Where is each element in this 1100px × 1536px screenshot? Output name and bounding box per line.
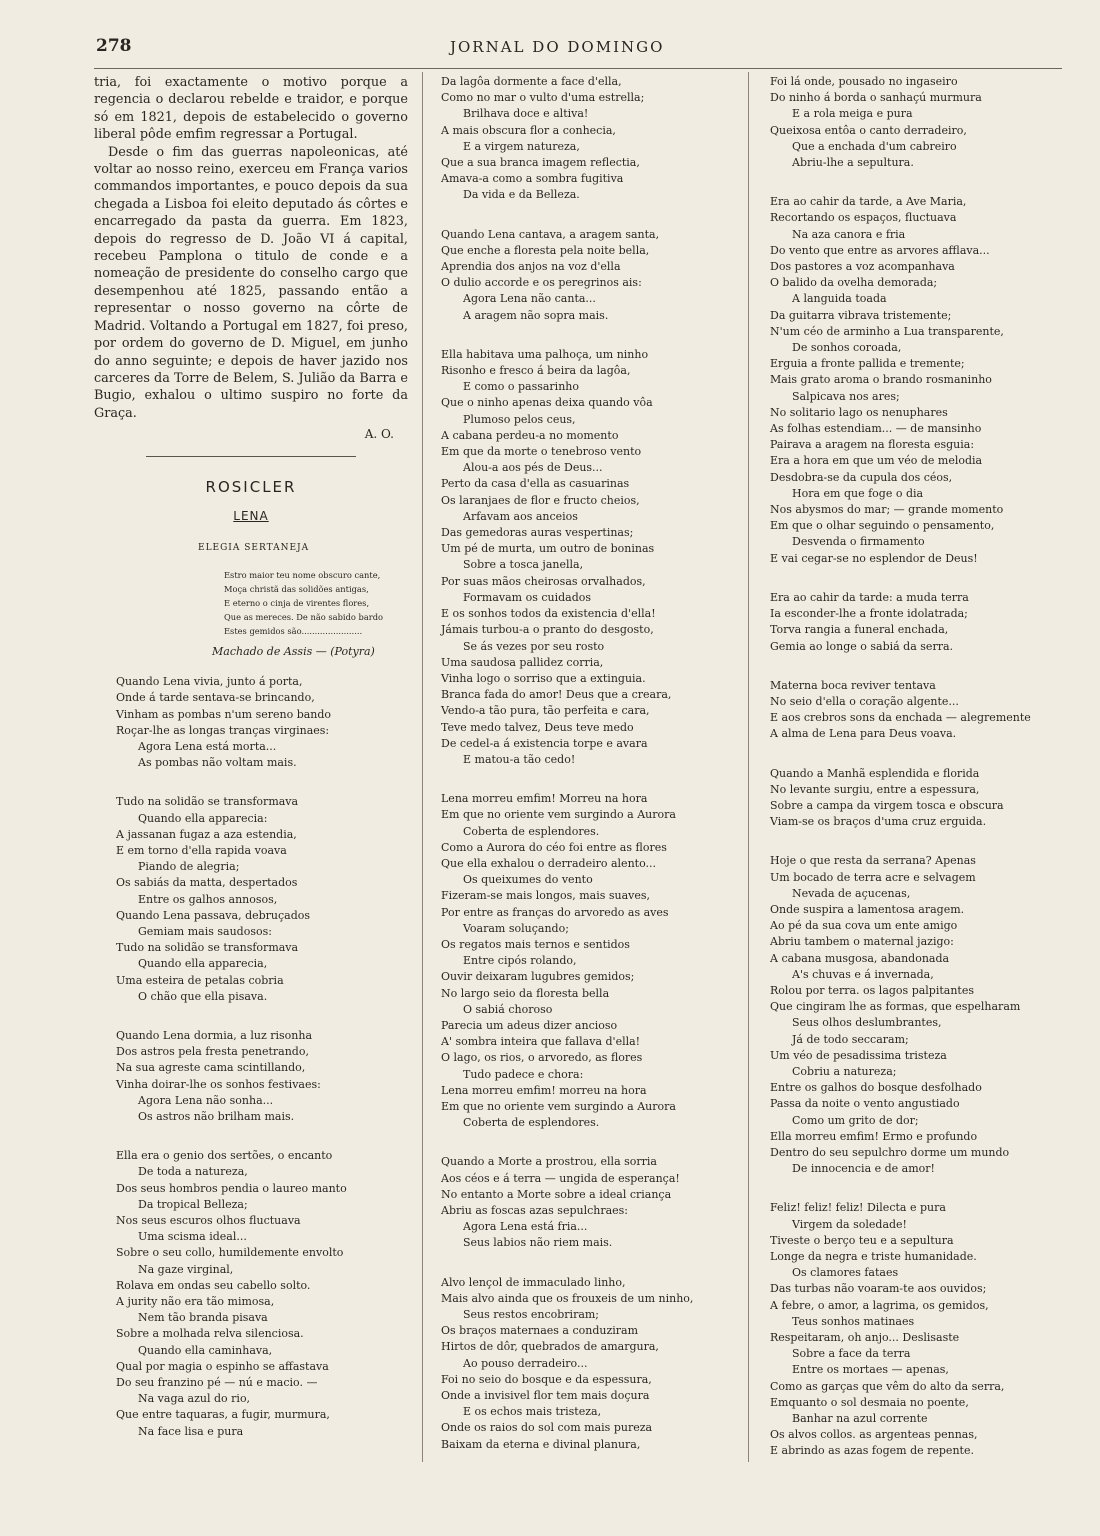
column-left bbox=[94, 74, 408, 1463]
poem-line: Quando a Morte a prostrou, ella sorria bbox=[441, 1155, 657, 1169]
poem-line: Voaram soluçando; bbox=[463, 921, 569, 935]
poem-line: Os clamores fataes bbox=[792, 1266, 899, 1280]
poem-line: Que a enchada d'um cabreiro bbox=[792, 139, 957, 153]
poem-line: Gemia ao longe o sabiá da serra. bbox=[770, 639, 954, 653]
poem-line: Da lagôa dormente a face d'ella, bbox=[441, 75, 622, 88]
poem-genre: ELEGIA SERTANEJA bbox=[198, 542, 310, 553]
poem-line: Vinham as pombas n'um sereno bando bbox=[116, 707, 332, 721]
poem-subtitle: LENA bbox=[233, 508, 269, 523]
poem-line: A's chuvas e á invernada, bbox=[792, 967, 934, 981]
poem-line: Sobre a campa da virgem tosca e obscura bbox=[770, 798, 1004, 812]
poem-line: Seus labios não riem mais. bbox=[463, 1236, 613, 1250]
journal-title: JORNAL DO DOMINGO bbox=[450, 38, 665, 56]
poem-line: Nem tão branda pisava bbox=[138, 1311, 268, 1325]
poem-line: Sobre a tosca janella, bbox=[463, 558, 584, 572]
epigraph-line: Moça christã das solidões antigas, bbox=[224, 583, 369, 594]
poem-line: Lena morreu emfim! Morreu na hora bbox=[441, 792, 648, 806]
poem-line: O lago, os rios, o arvoredo, as flores bbox=[441, 1051, 643, 1065]
poem-line: A alma de Lena para Deus voava. bbox=[770, 727, 957, 741]
poem-line: O balido da ovelha demorada; bbox=[770, 276, 938, 290]
poem-line: O chão que ella pisava. bbox=[138, 989, 268, 1003]
poem-line: Um véo de pesadissima tristeza bbox=[770, 1048, 947, 1062]
poem-line: Teve medo talvez, Deus teve medo bbox=[441, 720, 634, 734]
poem-line: Recortando os espaços, fluctuava bbox=[770, 211, 957, 225]
column-middle bbox=[441, 74, 733, 1476]
poem-line: Lena morreu emfim! morreu na hora bbox=[441, 1083, 647, 1097]
poem-line: A jurity não era tão mimosa, bbox=[116, 1295, 275, 1309]
poem-line: Salpicava nos ares; bbox=[792, 389, 900, 403]
poem-line: Era ao cahir da tarde, a Ave Maria, bbox=[770, 195, 967, 209]
poem-line: Coberta de esplendores. bbox=[463, 824, 600, 838]
poem-line: Quando Lena vivia, junto á porta, bbox=[116, 675, 303, 689]
poem-line: Plumoso pelos ceus, bbox=[463, 412, 576, 426]
poem-stanza bbox=[770, 678, 1062, 743]
poem-line: Quando a Manhã esplendida e florida bbox=[770, 766, 980, 780]
poem-line: A aragem não sopra mais. bbox=[463, 308, 609, 322]
poem-line: Como as garças que vêm do alto da serra, bbox=[770, 1379, 1005, 1393]
column-divider bbox=[422, 72, 423, 1462]
poem-line: Da guitarra vibrava tristemente; bbox=[770, 308, 952, 322]
poem-line: Quando ella caminhava, bbox=[138, 1343, 273, 1357]
poem-line: Por suas mãos cheirosas orvalhados, bbox=[441, 574, 646, 588]
poem-line: Aos céos e á terra — ungida de esperança! bbox=[441, 1171, 680, 1185]
poem-line: Em que no oriente vem surgindo a Aurora bbox=[441, 1099, 676, 1113]
poem-line: Abriu tambem o maternal jazigo: bbox=[770, 935, 954, 949]
poem-line: Feliz! feliz! feliz! Dilecta e pura bbox=[770, 1201, 946, 1215]
poem-line: Sobre a molhada relva silenciosa. bbox=[116, 1327, 304, 1341]
poem-line: Os laranjaes de flor e fructo cheios, bbox=[441, 493, 640, 507]
poem-line: Entre os galhos do bosque desfolhado bbox=[770, 1081, 982, 1095]
poem-line: Arfavam aos anceios bbox=[463, 509, 578, 523]
poem-line: Os astros não brilham mais. bbox=[138, 1110, 295, 1124]
poem-line: Parecia um adeus dizer ancioso bbox=[441, 1018, 618, 1032]
poem-line: Uma saudosa pallidez corria, bbox=[441, 655, 604, 669]
poem-line: Entre os galhos annosos, bbox=[138, 892, 278, 906]
poem-line: Na vaga azul do rio, bbox=[138, 1392, 251, 1406]
poem-line: E vai cegar-se no esplendor de Deus! bbox=[770, 551, 978, 565]
poem-line: Roçar-lhe as longas tranças virginaes: bbox=[116, 723, 330, 737]
poem-line: As folhas estendiam... — de mansinho bbox=[770, 422, 982, 436]
epigraph-line: E eterno o cinja de virentes flores, bbox=[224, 597, 370, 608]
poem-line: Agora Lena está fria... bbox=[463, 1220, 588, 1234]
poem-line: Como um grito de dor; bbox=[792, 1113, 919, 1127]
poem-line: Seus restos encobriram; bbox=[463, 1308, 600, 1322]
page-number: 278 bbox=[96, 36, 132, 56]
poem-stanza bbox=[116, 1148, 408, 1440]
poem-line: Das gemedoras auras vespertinas; bbox=[441, 526, 634, 540]
poem-line: Como no mar o vulto d'uma estrella; bbox=[441, 91, 645, 105]
poem-line: E aos crebros sons da enchada — alegremente bbox=[770, 711, 1031, 725]
poem-line: Quando Lena dormia, a luz risonha bbox=[116, 1029, 313, 1042]
poem-line: A febre, o amor, a lagrima, os gemidos, bbox=[770, 1298, 989, 1312]
poem-line: Passa da noite o vento angustiado bbox=[770, 1097, 960, 1111]
poem-line: A languida toada bbox=[792, 292, 887, 306]
poem-line: Coberta de esplendores. bbox=[463, 1116, 600, 1130]
poem-line: Emquanto o sol desmaia no poente, bbox=[770, 1395, 969, 1409]
poem-line: Que o ninho apenas deixa quando vôa bbox=[441, 396, 653, 410]
poem-line: Foi no seio do bosque e da espessura, bbox=[441, 1372, 652, 1386]
poem-line: Em que o olhar seguindo o pensamento, bbox=[770, 519, 995, 533]
poem-line: Vinha doirar-lhe os sonhos festivaes: bbox=[116, 1077, 321, 1091]
prose-paragraph: Desde o fim das guerras napoleonicas, até voltar ao nosso reino, exerceu em França varios commandos importantes, e pouco depois da sua chegada a Lisboa foi eleito deputado ás côrtes e encarregado da pasta da guerra. Em 1823, depois do regresso de D. João VI á capital, recebeu Pamplona o titulo de conde e a nomeação de presidente do conselho cargo que desempenhou até 1825, passando então a representar o nosso governo na côrte de Madrid. Voltando a Portugal em 1827, foi preso, por ordem do governo de D. Miguel, em junho do anno seguinte; e depois de haver jazido nos carceres da Torre de Belem, S. Julião da Barra e Bugio, exhalou o ultimo suspiro no forte da Graça. bbox=[94, 144, 408, 421]
poem-stanza bbox=[770, 1200, 1062, 1459]
poem-line: Era a hora em que um véo de melodia bbox=[770, 454, 983, 468]
article-prose bbox=[94, 74, 408, 442]
poem-line: Uma scisma ideal... bbox=[138, 1230, 247, 1244]
poem-line: Quando Lena passava, debruçados bbox=[116, 908, 311, 922]
poem-line: Queixosa entôa o canto derradeiro, bbox=[770, 123, 967, 137]
poem-line: Como a Aurora do céo foi entre as flores bbox=[441, 840, 667, 854]
poem-line: Agora Lena não sonha... bbox=[138, 1093, 274, 1107]
poem-line: Os braços maternaes a conduziram bbox=[441, 1324, 639, 1338]
poem-line: O sabiá choroso bbox=[463, 1002, 553, 1016]
poem-line: A cabana musgosa, abandonada bbox=[770, 951, 950, 965]
poem-line: Os sabiás da matta, despertados bbox=[116, 876, 298, 890]
poem-stanza bbox=[441, 1154, 733, 1251]
poem-line: Tudo padece e chora: bbox=[463, 1067, 584, 1081]
poem-line: Branca fada do amor! Deus que a creara, bbox=[441, 688, 672, 702]
poem-line: Já de todo seccaram; bbox=[792, 1032, 909, 1046]
poem-line: Ella era o genio dos sertões, o encanto bbox=[116, 1149, 333, 1163]
poem-line: Perto da casa d'ella as casuarinas bbox=[441, 477, 630, 491]
poem-line: De innocencia e de amor! bbox=[792, 1162, 935, 1176]
poem-title: ROSICLER bbox=[205, 478, 297, 497]
poem-line: Um bocado de terra acre e selvagem bbox=[770, 870, 976, 884]
poem-line: Do seu franzino pé — nú e macio. — bbox=[116, 1376, 318, 1390]
epigraph-attribution: Machado de Assis — (Potyra) bbox=[212, 644, 375, 658]
poem-line: Baixam da eterna e divinal planura, bbox=[441, 1437, 641, 1451]
poem-line: Torva rangia a funeral enchada, bbox=[770, 623, 949, 637]
poem-line: Tudo na solidão se transformava bbox=[116, 795, 299, 809]
poem-line: Ao pouso derradeiro... bbox=[463, 1356, 588, 1370]
poem-line: E a rola meiga e pura bbox=[792, 107, 913, 121]
poem-line: Abriu as foscas azas sepulchraes: bbox=[441, 1204, 629, 1217]
prose-paragraph: tria, foi exactamente o motivo porque a regencia o declarou rebelde e traidor, e porque só em 1821, depois de estabelecido o governo liberal pôde emfim regressar a Portugal. bbox=[94, 75, 408, 143]
poem-line: Onde os raios do sol com mais pureza bbox=[441, 1421, 653, 1435]
poem-line: Seus olhos deslumbrantes, bbox=[792, 1016, 942, 1030]
poem-line: Desdobra-se da cupula dos céos, bbox=[770, 470, 953, 484]
poem-line: Hirtos de dôr, quebrados de amargura, bbox=[441, 1340, 659, 1354]
poem-line: Um pé de murta, um outro de boninas bbox=[441, 542, 655, 556]
poem-line: No levante surgiu, entre a espessura, bbox=[770, 782, 980, 796]
poem-line: Ao pé da sua cova um ente amigo bbox=[770, 919, 958, 933]
column-right bbox=[770, 74, 1062, 1483]
poem-line: Vinha logo o sorriso que a extinguia. bbox=[441, 671, 646, 685]
poem-line: Que cingiram lhe as formas, que espelharam bbox=[770, 1000, 1021, 1014]
poem-stanza bbox=[770, 194, 1062, 567]
poem-line: Que ella exhalou o derradeiro alento... bbox=[441, 856, 656, 870]
poem-line: Longe da negra e triste humanidade. bbox=[770, 1250, 977, 1263]
poem-line: Foi lá onde, pousado no ingaseiro bbox=[770, 75, 958, 88]
poem-stanza bbox=[116, 1028, 408, 1125]
poem-line: Rolava em ondas seu cabello solto. bbox=[116, 1278, 311, 1292]
poem-line: A' sombra inteira que fallava d'ella! bbox=[441, 1035, 641, 1049]
poem-stanza bbox=[770, 766, 1062, 831]
poem-line: Tiveste o berço teu e a sepultura bbox=[770, 1233, 954, 1247]
poem-line: De cedel-a á existencia torpe e avara bbox=[441, 736, 648, 750]
epigraph-line: Estro maior teu nome obscuro cante, bbox=[224, 569, 381, 580]
poem-line: Os queixumes do vento bbox=[463, 873, 593, 887]
poem-line: Uma esteira de petalas cobria bbox=[116, 973, 284, 987]
poem-line: Agora Lena está morta... bbox=[138, 739, 277, 753]
poem-line: Teus sonhos matinaes bbox=[792, 1314, 915, 1328]
poem-line: Erguia a fronte pallida e tremente; bbox=[770, 357, 965, 371]
poem-line: Quando ella apparecia, bbox=[138, 957, 268, 971]
poem-line: A mais obscura flor a conhecia, bbox=[441, 123, 616, 137]
poem-line: Alou-a aos pés de Deus... bbox=[463, 461, 603, 475]
poem-line: Entre os mortaes — apenas, bbox=[792, 1363, 949, 1377]
poem-line: E abrindo as azas fogem de repente. bbox=[770, 1444, 974, 1458]
poem-line: No entanto a Morte sobre a ideal criança bbox=[441, 1187, 672, 1201]
poem-line: Sobre a face da terra bbox=[792, 1347, 911, 1361]
page-header bbox=[94, 36, 1062, 69]
poem-line: A cabana perdeu-a no momento bbox=[441, 428, 619, 442]
poem-line: Hora em que foge o dia bbox=[792, 486, 924, 500]
poem-stanza bbox=[770, 590, 1062, 655]
poem-line: No seio d'ella o coração algente... bbox=[770, 694, 959, 708]
poem-line: Jámais turbou-a o pranto do desgosto, bbox=[441, 623, 654, 637]
poem-line: Piando de alegria; bbox=[138, 860, 240, 874]
poem-line: A jassanan fugaz a aza estendia, bbox=[116, 827, 297, 841]
poem-line: E matou-a tão cedo! bbox=[463, 752, 576, 766]
poem-line: Amava-a como a sombra fugitiva bbox=[441, 172, 624, 186]
poem-line: De toda a natureza, bbox=[138, 1165, 248, 1179]
poem-line: Ella habitava uma palhoça, um ninho bbox=[441, 347, 649, 361]
poem-line: Abriu-lhe a sepultura. bbox=[792, 156, 914, 170]
poem-stanza bbox=[770, 853, 1062, 1177]
epigraph-line: Que as mereces. De não sabido bardo bbox=[224, 611, 384, 622]
poem-line: Em que da morte o tenebroso vento bbox=[441, 445, 642, 459]
poem-line: De sonhos coroada, bbox=[792, 341, 902, 355]
poem-line: Era ao cahir da tarde: a muda terra bbox=[770, 590, 969, 604]
poem-line: Se ás vezes por seu rosto bbox=[463, 639, 605, 653]
poem-line: Nevada de açucenas, bbox=[792, 886, 911, 900]
poem-line: Onde a invisivel flor tem mais doçura bbox=[441, 1389, 650, 1403]
poem-line: Tudo na solidão se transformava bbox=[116, 941, 299, 955]
poem-line: Que entre taquaras, a fugir, murmura, bbox=[116, 1408, 330, 1422]
poem-line: Mais grato aroma o brando rosmaninho bbox=[770, 373, 992, 387]
poem-line: Sobre o seu collo, humildemente envolto bbox=[116, 1246, 344, 1260]
poem-line: Dentro do seu sepulchro dorme um mundo bbox=[770, 1145, 1010, 1159]
poem-line: Agora Lena não canta... bbox=[463, 292, 596, 306]
poem-line: Respeitaram, oh anjo... Deslisaste bbox=[770, 1331, 960, 1345]
poem-line: Formavam os cuidados bbox=[463, 590, 592, 604]
poem-line: Mais alvo ainda que os frouxeis de um ninho, bbox=[441, 1291, 694, 1305]
poem-stanza bbox=[441, 74, 733, 204]
poem-line: Rolou por terra. os lagos palpitantes bbox=[770, 983, 975, 997]
poem-line: Pairava a aragem na floresta esguia: bbox=[770, 438, 975, 452]
poem-line: Ia esconder-lhe a fronte idolatrada; bbox=[770, 607, 968, 621]
poem-line: Alvo lençol de immaculado linho, bbox=[441, 1275, 626, 1289]
poem-stanza bbox=[441, 1275, 733, 1453]
poem-line: Materna boca reviver tentava bbox=[770, 678, 936, 692]
poem-line: E a virgem natureza, bbox=[463, 139, 580, 153]
poem-line: Viam-se os braços d'uma cruz erguida. bbox=[770, 815, 987, 829]
poem-line: Onde suspira a lamentosa aragem. bbox=[770, 902, 965, 916]
poem-line: Da vida e da Belleza. bbox=[463, 188, 580, 202]
poem-line: Na face lisa e pura bbox=[138, 1424, 244, 1438]
poem-line: Brilhava doce e altiva! bbox=[463, 107, 589, 121]
poem-stanza bbox=[441, 347, 733, 768]
poem-line: Quando Lena cantava, a aragem santa, bbox=[441, 227, 660, 241]
epigraph bbox=[224, 568, 408, 638]
poem-line: Os alvos collos. as argenteas pennas, bbox=[770, 1428, 978, 1442]
poem-line: Banhar na azul corrente bbox=[792, 1412, 928, 1426]
poem-line: E como o passarinho bbox=[463, 380, 579, 394]
poem-line: Gemiam mais saudosos: bbox=[138, 924, 272, 938]
poem-line: Do ninho á borda o sanhaçú murmura bbox=[770, 91, 982, 105]
poem-line: Em que no oriente vem surgindo a Aurora bbox=[441, 808, 676, 822]
poem-line: Qual por magia o espinho se affastava bbox=[116, 1359, 329, 1373]
poem-line: Vendo-a tão pura, tão perfeita e cara, bbox=[441, 704, 650, 718]
poem-line: Na gaze virginal, bbox=[138, 1262, 234, 1276]
poem-line: Aprendia dos anjos na voz d'ella bbox=[441, 260, 621, 274]
poem-line: Das turbas não voaram-te aos ouvidos; bbox=[770, 1282, 987, 1296]
poem-line: Ouvir deixaram lugubres gemidos; bbox=[441, 970, 635, 984]
poem-line: E em torno d'ella rapida voava bbox=[116, 843, 287, 857]
poem-line: O dulio accorde e os peregrinos ais: bbox=[441, 276, 642, 290]
poem-line: Que enche a floresta pela noite bella, bbox=[441, 243, 650, 257]
poem-line: No solitario lago os nenuphares bbox=[770, 405, 948, 419]
poem-line: Na sua agreste cama scintillando, bbox=[116, 1061, 306, 1075]
poem-line: Que a sua branca imagem reflectia, bbox=[441, 156, 640, 170]
poem-stanza bbox=[116, 674, 408, 771]
poem-line: Cobriu a natureza; bbox=[792, 1064, 897, 1078]
poem-line: Onde á tarde sentava-se brincando, bbox=[116, 691, 315, 705]
poem-line: Hoje o que resta da serrana? Apenas bbox=[770, 854, 976, 868]
poem-line: Quando ella apparecia: bbox=[138, 811, 268, 825]
poem-line: E os sonhos todos da existencia d'ella! bbox=[441, 607, 656, 621]
poem-line: No largo seio da floresta bella bbox=[441, 986, 610, 1000]
column-divider bbox=[748, 72, 749, 1462]
poem-line: Fizeram-se mais longos, mais suaves, bbox=[441, 889, 651, 903]
section-divider bbox=[146, 456, 356, 457]
poem-stanza bbox=[441, 791, 733, 1131]
poem-line: Do vento que entre as arvores afflava... bbox=[770, 243, 990, 257]
poem-line: Ella morreu emfim! Ermo e profundo bbox=[770, 1129, 978, 1143]
poem-column-a bbox=[116, 674, 408, 1440]
poem-stanza bbox=[116, 794, 408, 1005]
poem-line: Os regatos mais ternos e sentidos bbox=[441, 937, 630, 951]
epigraph-line: Estes gemidos são....................... bbox=[224, 625, 363, 636]
article-signature: A. O. bbox=[364, 427, 394, 442]
poem-line: Entre cipós rolando, bbox=[463, 954, 577, 968]
poem-line: Dos astros pela fresta penetrando, bbox=[116, 1045, 309, 1059]
poem-line: N'um céo de arminho a Lua transparente, bbox=[770, 324, 1004, 338]
poem-line: Virgem da soledade! bbox=[792, 1217, 907, 1231]
poem-line: As pombas não voltam mais. bbox=[138, 756, 297, 770]
poem-line: Risonho e fresco á beira da lagôa, bbox=[441, 364, 631, 378]
poem-stanza bbox=[441, 227, 733, 324]
poem-line: Da tropical Belleza; bbox=[138, 1197, 248, 1211]
poem-line: Por entre as franças do arvoredo as aves bbox=[441, 905, 669, 919]
poem-line: Na aza canora e fria bbox=[792, 227, 906, 241]
poem-line: Dos seus hombros pendia o laureo manto bbox=[116, 1181, 347, 1195]
poem-line: E os echos mais tristeza, bbox=[463, 1405, 602, 1419]
poem-line: Nos abysmos do mar; — grande momento bbox=[770, 503, 1004, 517]
poem-line: Desvenda o firmamento bbox=[792, 535, 925, 549]
poem-stanza bbox=[770, 74, 1062, 171]
poem-line: Dos pastores a voz acompanhava bbox=[770, 260, 955, 274]
poem-line: Nos seus escuros olhos fluctuava bbox=[116, 1214, 301, 1228]
